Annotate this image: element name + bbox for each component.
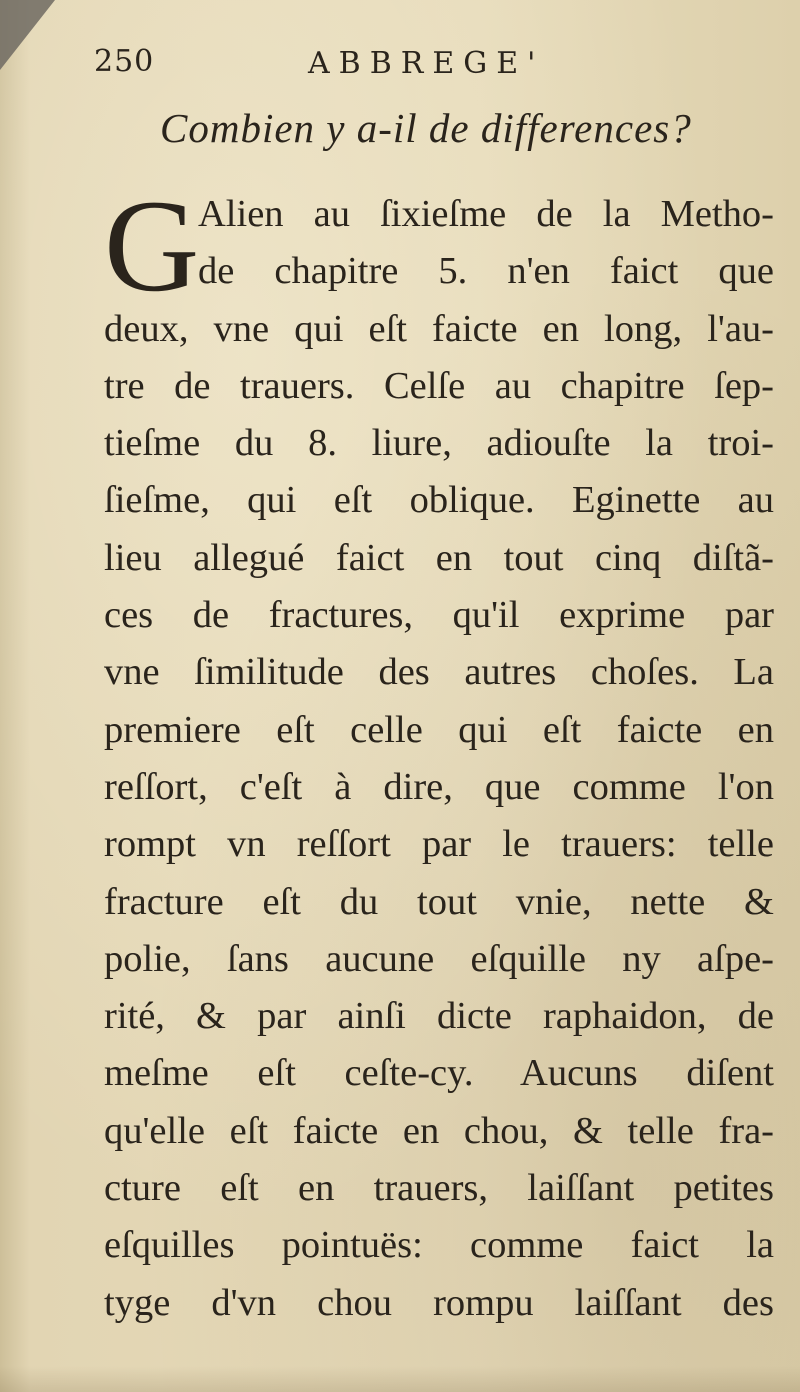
drop-cap: G xyxy=(104,172,200,319)
text-line: tieſme du 8. liure, adiouſte la troi- xyxy=(104,422,774,465)
text-line: tyge d'vn chou rompu laiſſant des xyxy=(104,1281,774,1324)
text-line: de chapitre 5. n'en faict que xyxy=(198,250,774,293)
running-title: ABBREGE' xyxy=(308,46,545,81)
text-line: ſieſme, qui eſt oblique. Eginette au xyxy=(104,479,774,522)
text-line: qu'elle eſt faicte en chou, & telle fra- xyxy=(104,1109,774,1152)
text-line: tre de trauers. Celſe au chapitre ſep- xyxy=(104,364,774,407)
text-line: fracture eſt du tout vnie, nette & xyxy=(104,880,774,923)
text-line: eſquilles pointuës: comme faict la xyxy=(104,1224,774,1267)
text-line: vne ſimilitude des autres choſes. La xyxy=(104,651,774,694)
page-number: 250 xyxy=(94,44,155,79)
text-line: ces de fractures, qu'il exprime par xyxy=(104,594,774,637)
text-line: premiere eſt celle qui eſt faicte en xyxy=(104,708,774,751)
text-line: rompt vn reſſort par le trauers: telle xyxy=(104,823,774,866)
body-text xyxy=(104,172,774,1332)
text-line: polie, ſans aucune eſquille ny aſpe- xyxy=(104,937,774,980)
text-line: deux, vne qui eſt faicte en long, l'au- xyxy=(104,307,774,350)
page-bottom-shadow xyxy=(0,1366,800,1392)
text-line: lieu allegué faict en tout cinq diſtã- xyxy=(104,536,774,579)
torn-corner xyxy=(0,0,55,70)
text-line: reſſort, c'eſt à dire, que comme l'on xyxy=(104,765,774,808)
text-line: meſme eſt ceſte-cy. Aucuns diſent xyxy=(104,1052,774,1095)
text-line: Alien au ſixieſme de la Metho- xyxy=(198,193,774,235)
page-header xyxy=(92,38,712,88)
text-line: rité, & par ainſi dicte raphaidon, de xyxy=(104,995,774,1038)
section-question: Combien y a-il de differences? xyxy=(160,105,692,151)
text-line: cture eſt en trauers, laiſſant petites xyxy=(104,1167,774,1210)
